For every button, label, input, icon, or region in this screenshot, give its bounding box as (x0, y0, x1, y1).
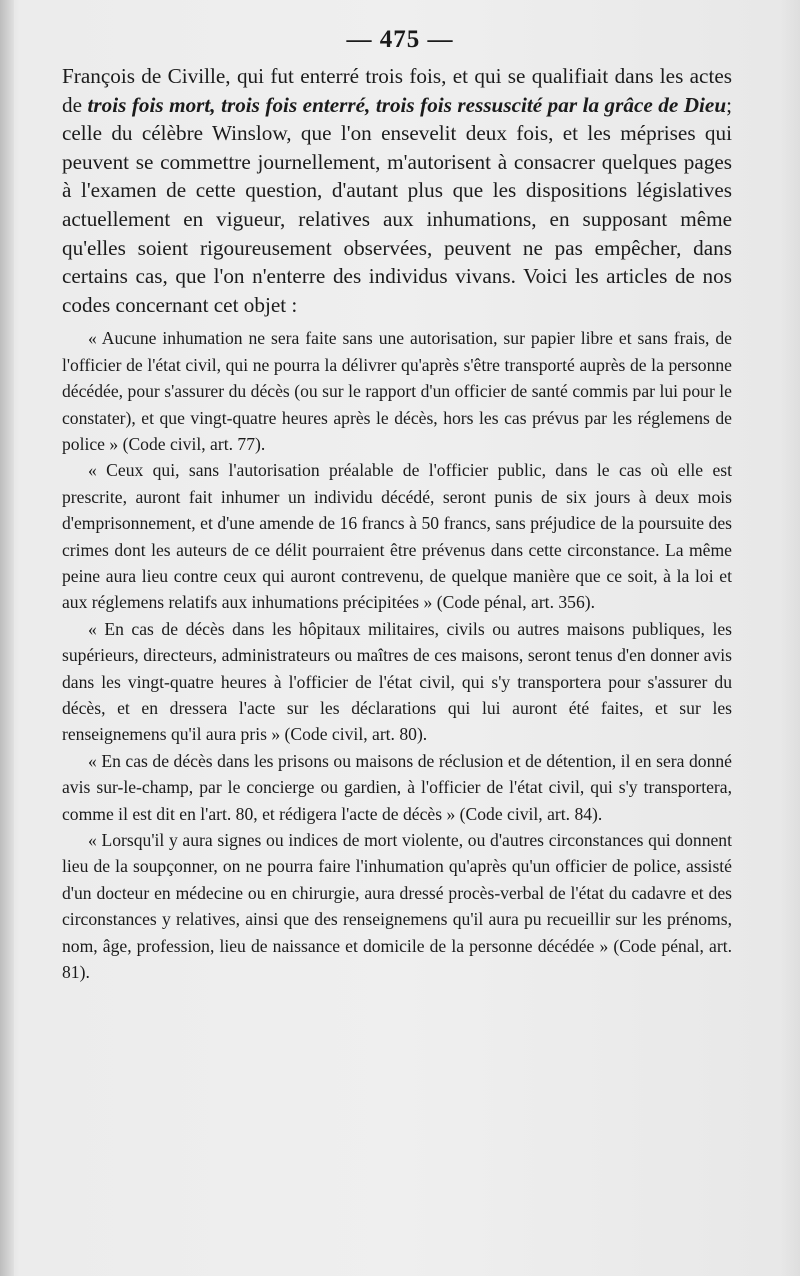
quote-code-civil-84: « En cas de décès dans les prisons ou maisons de réclusion et de détention, il en sera donné avis sur-le-champ, par le concierge ou gardien, à l'officier de l'état civil, qui s'y transportera, comme il est dit en l'art. 80, et rédigera l'acte de décès » (Code civil, art. 84). (62, 750, 732, 824)
page-text (62, 62, 732, 986)
quote-code-penal-81: « Lorsqu'il y aura signes ou indices de mort violente, ou d'autres circonstances qui donnent lieu de la soupçonner, on ne pourra faire l'inhumation qu'après qu'un officier de police, assisté d'un docteur en médecine ou en chirurgie, aura dressé procès-verbal de l'état du cadavre et des circonstances y relatives, ainsi que des renseignemens qu'il aura pu recueillir sur les prénoms, nom, âge, profession, lieu de naissance et domicile de la personne décédée » (Code pénal, art. 81). (62, 830, 732, 983)
intro-text-2: ; celle du célèbre Winslow, que l'on ensevelit deux fois, et les méprises qui peuvent se commettre journellement, m'autorisent à consacrer quelques pages à l'examen de cette question, d'autant plus que les dispositions législatives actuellement en vigueur, relatives aux inhumations, en supposant même qu'elles soient rigoureusement observées, peuvent ne pas empêcher, dans certains cas, que l'on n'enterre des individus vivans. Voici les articles de nos codes concernant cet objet : (62, 92, 732, 317)
intro-text-1: François de Civille, qui fut enterré trois fois, et qui se qualifiait dans les actes de (62, 64, 732, 117)
quote-code-civil-80: « En cas de décès dans les hôpitaux militaires, civils ou autres maisons publiques, les supérieurs, directeurs, administrateurs ou maîtres de ces maisons, seront tenus d'en donner avis dans les vingt-quatre heures à l'officier de l'état civil, qui s'y transportera pour s'assurer du décès, et en dressera l'acte sur les déclarations qui lui auront été faites, et sur les renseignemens qu'il aura pris » (Code civil, art. 80). (62, 618, 732, 745)
quote-code-civil-77: « Aucune inhumation ne sera faite sans une autorisation, sur papier libre et sans frais, de l'officier de l'état civil, qui ne pourra la délivrer qu'après s'être transporté auprès de la personne décédée, pour s'assurer du décès (ou sur le rapport d'un officier de santé commis par lui pour le constater), et que vingt-quatre heures après le décès, hors les cas prévus par les réglemens de police » (Code civil, art. 77). (62, 328, 732, 454)
quote-code-penal-356: « Ceux qui, sans l'autorisation préalable de l'officier public, dans le cas où elle est prescrite, auront fait inhumer un individu décédé, seront punis de six jours à deux mois d'emprisonnement, et d'une amende de 16 francs à 50 francs, sans préjudice de la poursuite des crimes dont les auteurs de ce délit pourraient être prévenus dans cette circonstance. La même peine aura lieu contre ceux qui auront contrevenu, de quelque manière que ce soit, à la loi et aux réglemens relatifs aux inhumations précipitées » (Code pénal, art. 356). (62, 460, 732, 613)
page-edge (0, 0, 14, 1276)
page-number: — 475 — (346, 26, 454, 53)
intro-emphasis: trois fois mort, trois fois enterré, trois fois ressuscité par la grâce de Dieu (87, 92, 727, 117)
intro-paragraph (62, 62, 732, 319)
